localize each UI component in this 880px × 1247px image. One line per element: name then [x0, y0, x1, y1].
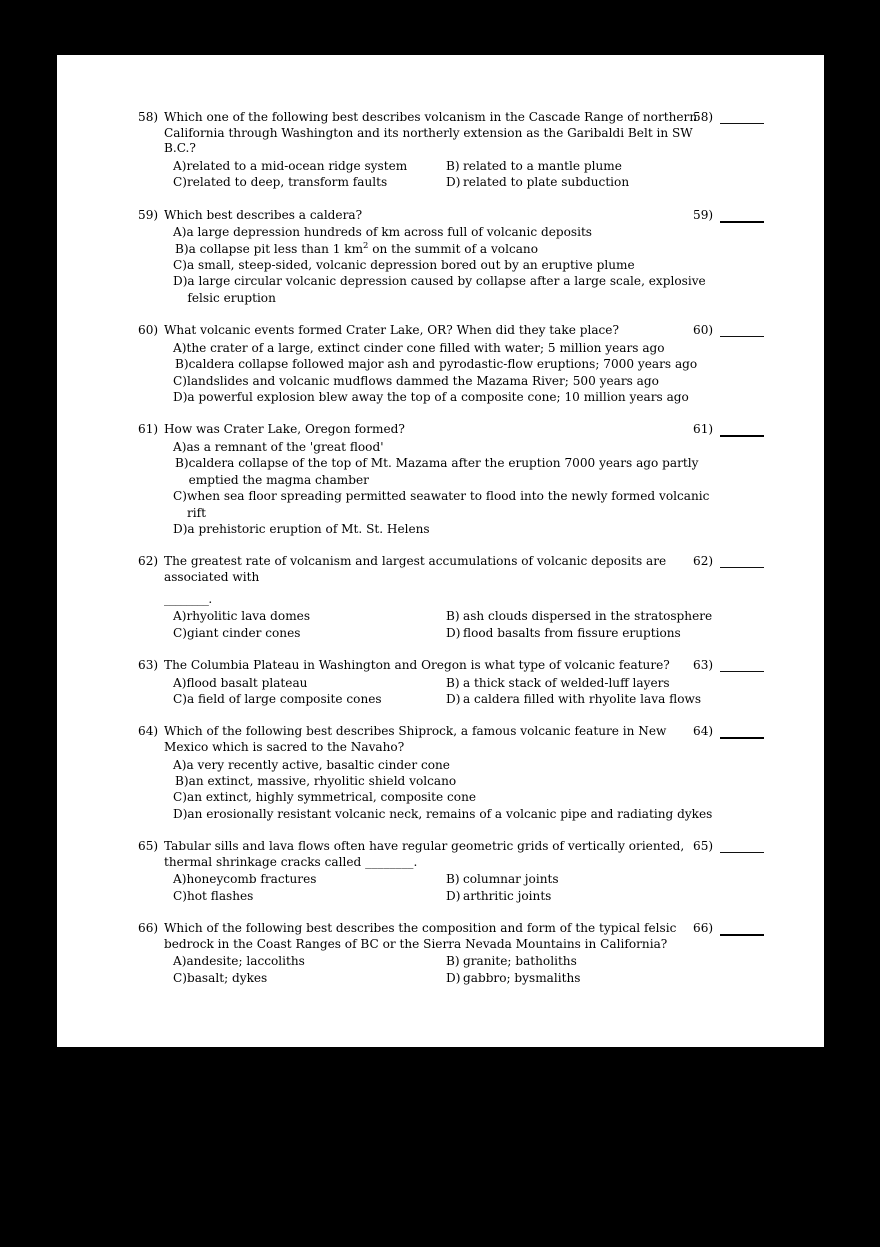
option-letter: B)	[446, 675, 460, 690]
option-d[interactable]	[446, 691, 724, 707]
option-letter: C)	[173, 175, 187, 190]
option-text: related to plate subduction	[463, 175, 630, 190]
answer-blank-62[interactable]	[693, 554, 783, 570]
option-row	[164, 970, 724, 986]
question-text: The Columbia Plateau in Washington and Oregon is what type of volcanic feature?	[164, 658, 670, 673]
option-letter: C)	[173, 489, 187, 504]
option-a[interactable]	[164, 953, 446, 969]
option-b[interactable]	[446, 608, 724, 624]
document-page	[57, 55, 824, 1047]
option-text: a prehistoric eruption of Mt. St. Helens	[187, 522, 430, 537]
option-text: related to a mantle plume	[463, 158, 622, 173]
option-row	[164, 608, 724, 624]
option-row	[164, 691, 724, 707]
question-62	[138, 554, 783, 641]
answer-number-label: 63)	[693, 658, 714, 673]
options-group	[138, 158, 724, 191]
option-text: granite; batholiths	[463, 954, 577, 969]
question-63	[138, 658, 783, 707]
option-text: an extinct, highly symmetrical, composite cone	[186, 790, 477, 805]
option-text: caldera collapse of the top of Mt. Mazama after the eruption 7000 years ago partly emptied the magma chamber	[188, 456, 699, 487]
option-b[interactable]	[164, 241, 724, 257]
option-row	[164, 888, 724, 904]
option-row	[164, 158, 724, 174]
question-number: 65)	[138, 839, 159, 854]
question-number: 59)	[138, 207, 159, 222]
option-c[interactable]	[164, 625, 446, 641]
option-c[interactable]	[164, 373, 724, 389]
option-letter: D)	[446, 888, 461, 903]
question-58	[138, 110, 783, 191]
answer-blank-58[interactable]	[693, 110, 783, 126]
answer-blank-60[interactable]	[693, 323, 783, 339]
question-59	[138, 208, 783, 307]
option-letter: C)	[173, 692, 187, 707]
option-text: a small, steep-sided, volcanic depression bored out by an eruptive plume	[186, 258, 635, 272]
option-d[interactable]	[446, 174, 724, 190]
question-text: Which of the following best describes Shiprock, a famous volcanic feature in New Mexico which is sacred to the Navaho?	[164, 724, 667, 755]
answer-rule[interactable]	[720, 336, 764, 337]
option-text: related to a mid-ocean ridge system	[186, 158, 408, 173]
option-text: a powerful explosion blew away the top of a composite cone; 10 million years ago	[187, 390, 689, 405]
option-text: related to deep, transform faults	[186, 175, 388, 190]
options-group	[138, 675, 724, 708]
question-stem	[138, 208, 709, 224]
answer-number-label: 65)	[693, 839, 714, 854]
options-group	[138, 224, 724, 306]
option-letter: A)	[173, 609, 187, 624]
answer-rule[interactable]	[720, 567, 764, 568]
option-d[interactable]	[446, 888, 724, 904]
option-letter: B)	[446, 609, 460, 624]
answer-blank-63[interactable]	[693, 658, 783, 674]
option-b[interactable]	[164, 455, 724, 488]
option-letter: D)	[173, 806, 188, 821]
option-letter: A)	[173, 440, 187, 455]
option-b[interactable]	[446, 871, 724, 887]
option-row	[164, 174, 724, 190]
option-row	[164, 871, 724, 887]
option-text: a very recently active, basaltic cinder cone	[186, 757, 450, 772]
answer-blank-66[interactable]	[693, 921, 783, 937]
options-group	[138, 439, 724, 537]
answer-rule[interactable]	[720, 435, 764, 437]
option-letter: D)	[446, 692, 461, 707]
option-c[interactable]	[164, 257, 724, 273]
question-64	[138, 724, 783, 822]
question-stem	[138, 658, 709, 674]
question-text: Which of the following best describes the composition and form of the typical felsic bedrock in the Coast Ranges of BC or the Sierra Nevada Mountains in California?	[164, 921, 677, 951]
option-d[interactable]	[164, 806, 724, 822]
options-group	[138, 608, 724, 641]
option-letter: C)	[173, 373, 187, 388]
question-text: What volcanic events formed Crater Lake, OR? When did they take place?	[164, 323, 619, 338]
option-b[interactable]	[164, 773, 724, 789]
option-b[interactable]	[164, 356, 724, 372]
option-text: rhyolitic lava domes	[186, 609, 311, 624]
option-d[interactable]	[446, 625, 724, 641]
option-text: hot flashes	[186, 888, 254, 903]
answer-blank-65[interactable]	[693, 839, 783, 855]
question-text: Tabular sills and lava flows often have regular geometric grids of vertically oriented, thermal shrinkage cracks called ________.	[164, 839, 685, 869]
option-a[interactable]	[164, 439, 724, 455]
question-number: 61)	[138, 422, 159, 437]
option-d[interactable]	[164, 389, 724, 405]
question-stem	[138, 554, 709, 585]
answer-number-label: 58)	[693, 110, 714, 124]
option-text: andesite; laccoliths	[186, 954, 305, 969]
options-group	[138, 340, 724, 406]
option-letter: C)	[173, 625, 187, 640]
answer-blank-64[interactable]	[693, 724, 783, 740]
option-text: a large depression hundreds of km across full of volcanic deposits	[186, 225, 593, 240]
option-c[interactable]	[164, 174, 446, 190]
option-text: a collapse pit less than 1 $km^2$ on the summit of a volcano	[188, 239, 538, 256]
question-stem	[138, 422, 709, 438]
option-letter: B)	[175, 241, 189, 256]
option-letter: B)	[446, 158, 460, 173]
question-number: 58)	[138, 110, 159, 124]
answer-number-label: 59)	[693, 207, 714, 222]
question-stem	[138, 323, 709, 339]
option-text: gabbro; bysmaliths	[463, 970, 581, 985]
option-letter: A)	[173, 158, 187, 173]
option-letter: A)	[173, 872, 187, 887]
question-text: Which best describes a caldera?	[164, 207, 363, 222]
option-text: columnar joints	[463, 872, 559, 887]
question-number: 63)	[138, 658, 159, 673]
answer-rule[interactable]	[720, 852, 764, 853]
answer-rule[interactable]	[720, 934, 764, 936]
option-text: arthritic joints	[463, 888, 552, 903]
superscript-two: 2	[363, 239, 369, 250]
options-group	[138, 757, 724, 823]
option-a[interactable]	[164, 871, 446, 887]
option-letter: D)	[173, 390, 188, 405]
option-text: honeycomb fractures	[186, 872, 317, 887]
option-letter: B)	[175, 774, 189, 789]
option-letter: D)	[173, 522, 188, 537]
option-row	[164, 625, 724, 641]
question-number: 60)	[138, 323, 159, 338]
option-text: the crater of a large, extinct cinder cone filled with water; 5 million years ago	[186, 340, 665, 355]
option-text: flood basalt plateau	[186, 675, 308, 690]
question-stem	[138, 110, 709, 157]
answer-blank-61[interactable]	[693, 422, 783, 438]
answer-number-label: 64)	[693, 724, 714, 739]
option-text: basalt; dykes	[186, 970, 268, 985]
question-number: 64)	[138, 724, 159, 739]
option-letter: A)	[173, 954, 187, 969]
option-letter: D)	[173, 274, 188, 289]
option-b[interactable]	[446, 158, 724, 174]
question-list	[138, 110, 783, 1003]
option-letter: D)	[446, 970, 461, 985]
option-b[interactable]	[446, 953, 724, 969]
option-text: a field of large composite cones	[186, 692, 382, 707]
question-65	[138, 839, 783, 904]
option-a[interactable]	[164, 158, 446, 174]
question-text: How was Crater Lake, Oregon formed?	[164, 422, 405, 437]
question-60	[138, 323, 783, 405]
option-text: caldera collapse followed major ash and pyrodastic-flow eruptions; 7000 years ago	[188, 357, 698, 372]
question-61	[138, 422, 783, 537]
question-text: The greatest rate of volcanism and largest accumulations of volcanic deposits are associated with	[164, 554, 667, 585]
option-c[interactable]	[164, 888, 446, 904]
option-a[interactable]	[164, 757, 724, 773]
option-letter: A)	[173, 757, 187, 772]
option-c[interactable]	[164, 970, 446, 986]
option-text: giant cinder cones	[186, 625, 301, 640]
question-number: 62)	[138, 554, 159, 569]
option-text: an extinct, massive, rhyolitic shield volcano	[188, 774, 457, 789]
option-a[interactable]	[164, 675, 446, 691]
option-letter: C)	[173, 258, 187, 272]
option-text: a large circular volcanic depression caused by collapse after a large scale, explosive felsic eruption	[187, 274, 706, 305]
option-row	[164, 675, 724, 691]
question-continuation	[138, 592, 709, 608]
answer-number-label: 61)	[693, 422, 714, 437]
option-letter: C)	[173, 888, 187, 903]
option-b[interactable]	[446, 675, 724, 691]
option-letter: B)	[175, 357, 189, 372]
option-text: when sea floor spreading permitted seawater to flood into the newly formed volcanic rift	[186, 489, 710, 520]
option-d[interactable]	[164, 273, 724, 306]
answer-rule[interactable]	[720, 221, 764, 223]
option-letter: B)	[446, 872, 460, 887]
question-stem	[138, 724, 709, 755]
answer-blank-59[interactable]	[693, 208, 783, 224]
fill-in-blank[interactable]: ________.	[164, 591, 212, 606]
question-66	[138, 921, 783, 986]
option-a[interactable]	[164, 224, 724, 240]
option-letter: D)	[446, 175, 461, 190]
option-c[interactable]	[164, 488, 724, 521]
option-letter: C)	[173, 790, 187, 805]
answer-rule[interactable]	[720, 737, 764, 739]
option-text: landslides and volcanic mudflows dammed the Mazama River; 500 years ago	[186, 373, 659, 388]
question-stem	[138, 921, 709, 952]
option-letter: A)	[173, 340, 187, 355]
answer-rule[interactable]	[720, 123, 764, 124]
question-number: 66)	[138, 921, 159, 936]
option-text: ash clouds dispersed in the stratosphere	[463, 609, 713, 624]
option-letter: B)	[175, 456, 189, 471]
option-letter: A)	[173, 225, 187, 240]
option-a[interactable]	[164, 340, 724, 356]
answer-rule[interactable]	[720, 671, 764, 672]
option-d[interactable]	[446, 970, 724, 986]
options-group	[138, 871, 724, 904]
option-letter: D)	[446, 625, 461, 640]
options-group	[138, 953, 724, 986]
option-a[interactable]	[164, 608, 446, 624]
question-text: Which one of the following best describes volcanism in the Cascade Range of northern California through Washington and its northerly extension as the Garibaldi Belt in SW B.C.?	[164, 110, 698, 156]
option-row	[164, 953, 724, 969]
question-stem	[138, 839, 709, 870]
answer-number-label: 66)	[693, 921, 714, 936]
option-text: an erosionally resistant volcanic neck, remains of a volcanic pipe and radiating dykes	[187, 806, 713, 821]
option-c[interactable]	[164, 789, 724, 805]
option-text: as a remnant of the 'great flood'	[186, 440, 384, 455]
option-c[interactable]	[164, 691, 446, 707]
answer-number-label: 60)	[693, 323, 714, 338]
option-letter: C)	[173, 970, 187, 985]
option-d[interactable]	[164, 521, 724, 537]
option-letter: A)	[173, 675, 187, 690]
option-text: a thick stack of welded-luff layers	[463, 675, 670, 690]
option-letter: B)	[446, 954, 460, 969]
option-text: flood basalts from fissure eruptions	[463, 625, 681, 640]
option-text: a caldera filled with rhyolite lava flows	[463, 692, 702, 707]
answer-number-label: 62)	[693, 554, 714, 569]
